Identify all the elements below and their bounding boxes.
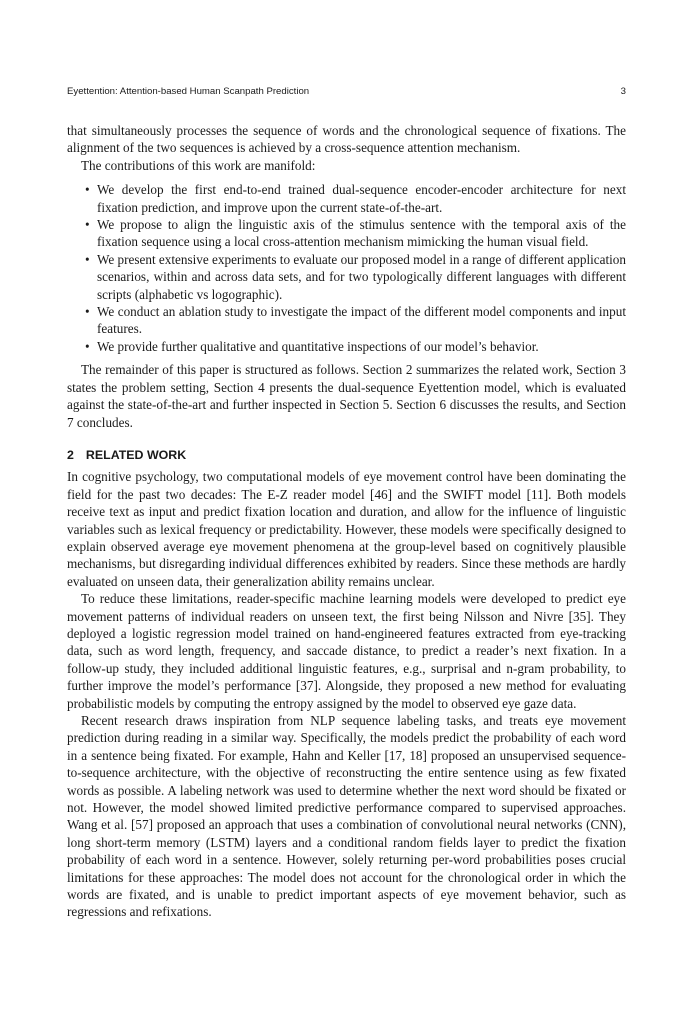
page-body — [67, 122, 626, 921]
section-heading — [67, 447, 626, 464]
contributions-list — [67, 181, 626, 355]
section-number: 2 — [67, 447, 74, 462]
paragraph: Recent research draws inspiration from NLP sequence labeling tasks, and treats eye movement prediction during reading in a similar way. Specifically, the models predict the probability of each word in a sentence being fixated. For example, Hahn and Keller [17, 18] proposed an unsupervised sequence-to-sequence architecture, with the objective of reconstructing the entire sentence using as few fixated words as possible. A labeling network was used to determine whether the next word should be fixated or not. However, the model showed limited predictive performance compared to supervised approaches. Wang et al. [57] proposed an approach that uses a combination of convolutional neural networks (CNN), long short-term memory (LSTM) layers and a conditional random fields layer to predict the fixation probability of each word in a sentence. However, solely returning per-word probabilities poses crucial limitations for these approaches: The model does not account for the chronological order in which the words are fixated, and is unable to predict important aspects of eye movement behavior, such as regressions and refixations. — [67, 713, 626, 920]
paragraph: The contributions of this work are manifold: — [81, 157, 316, 173]
list-item: • We conduct an ablation study to investigate the impact of the different model components and input features. — [97, 303, 626, 338]
paragraph: that simultaneously processes the sequence of words and the chronological sequence of fixations. The alignment of the two sequences is achieved by a cross-sequence attention mechanism. — [67, 123, 626, 156]
paragraph: To reduce these limitations, reader-specific machine learning models were developed to predict eye movement patterns of individual readers on unseen text, the first being Nilsson and Nivre [35]. They deployed a logistic regression model trained on hand-engineered features extracted from eye-tracking data, such as word length, frequency, and saccade distance, to predict a reader’s next fixation. In a follow-up study, they included additional linguistic features, e.g., surprisal and n-gram probability, to further improve the model’s performance [37]. Alongside, they proposed a new method for evaluating probabilistic models by computing the entropy assigned by the model to observed eye gaze data. — [67, 591, 626, 711]
list-item: • We develop the first end-to-end trained dual-sequence encoder-encoder architecture for next fixation prediction, and improve upon the current state-of-the-art. — [97, 181, 626, 216]
running-header — [67, 86, 626, 97]
paragraph: In cognitive psychology, two computational models of eye movement control have been dominating the field for the past two decades: The E-Z reader model [46] and the SWIFT model [11]. Both models receive text as input and predict fixation location and duration, and allow for the influence of linguistic variables such as lexical frequency or predictability. However, these models were specifically designed to explain observed average eye movement phenomena at the group-level based on cognitively plausible mechanisms, but disregarding individual differences exhibited by readers. Since these methods are hardly evaluated on unseen data, their generalization ability remains unclear. — [67, 469, 626, 589]
running-title: Eyettention: Attention-based Human Scanpath Prediction — [67, 86, 310, 97]
paragraph: The remainder of this paper is structured as follows. Section 2 summarizes the related work, Section 3 states the problem setting, Section 4 presents the dual-sequence Eyettention model, which is evaluated against the state-of-the-art and further inspected in Section 5. Section 6 discusses the results, and Section 7 concludes. — [67, 362, 626, 430]
list-item: • We propose to align the linguistic axis of the stimulus sentence with the temporal axis of the fixation sequence using a local cross-attention mechanism mimicking the human visual field. — [97, 216, 626, 251]
section-title: RELATED WORK — [85, 447, 187, 462]
list-item: • We present extensive experiments to evaluate our proposed model in a range of different application scenarios, within and across data sets, and for two typologically different languages with different scripts (alphabetic vs logographic). — [97, 251, 626, 303]
list-item: • We provide further qualitative and quantitative inspections of our model’s behavior. — [97, 338, 626, 355]
page-number: 3 — [620, 86, 626, 97]
